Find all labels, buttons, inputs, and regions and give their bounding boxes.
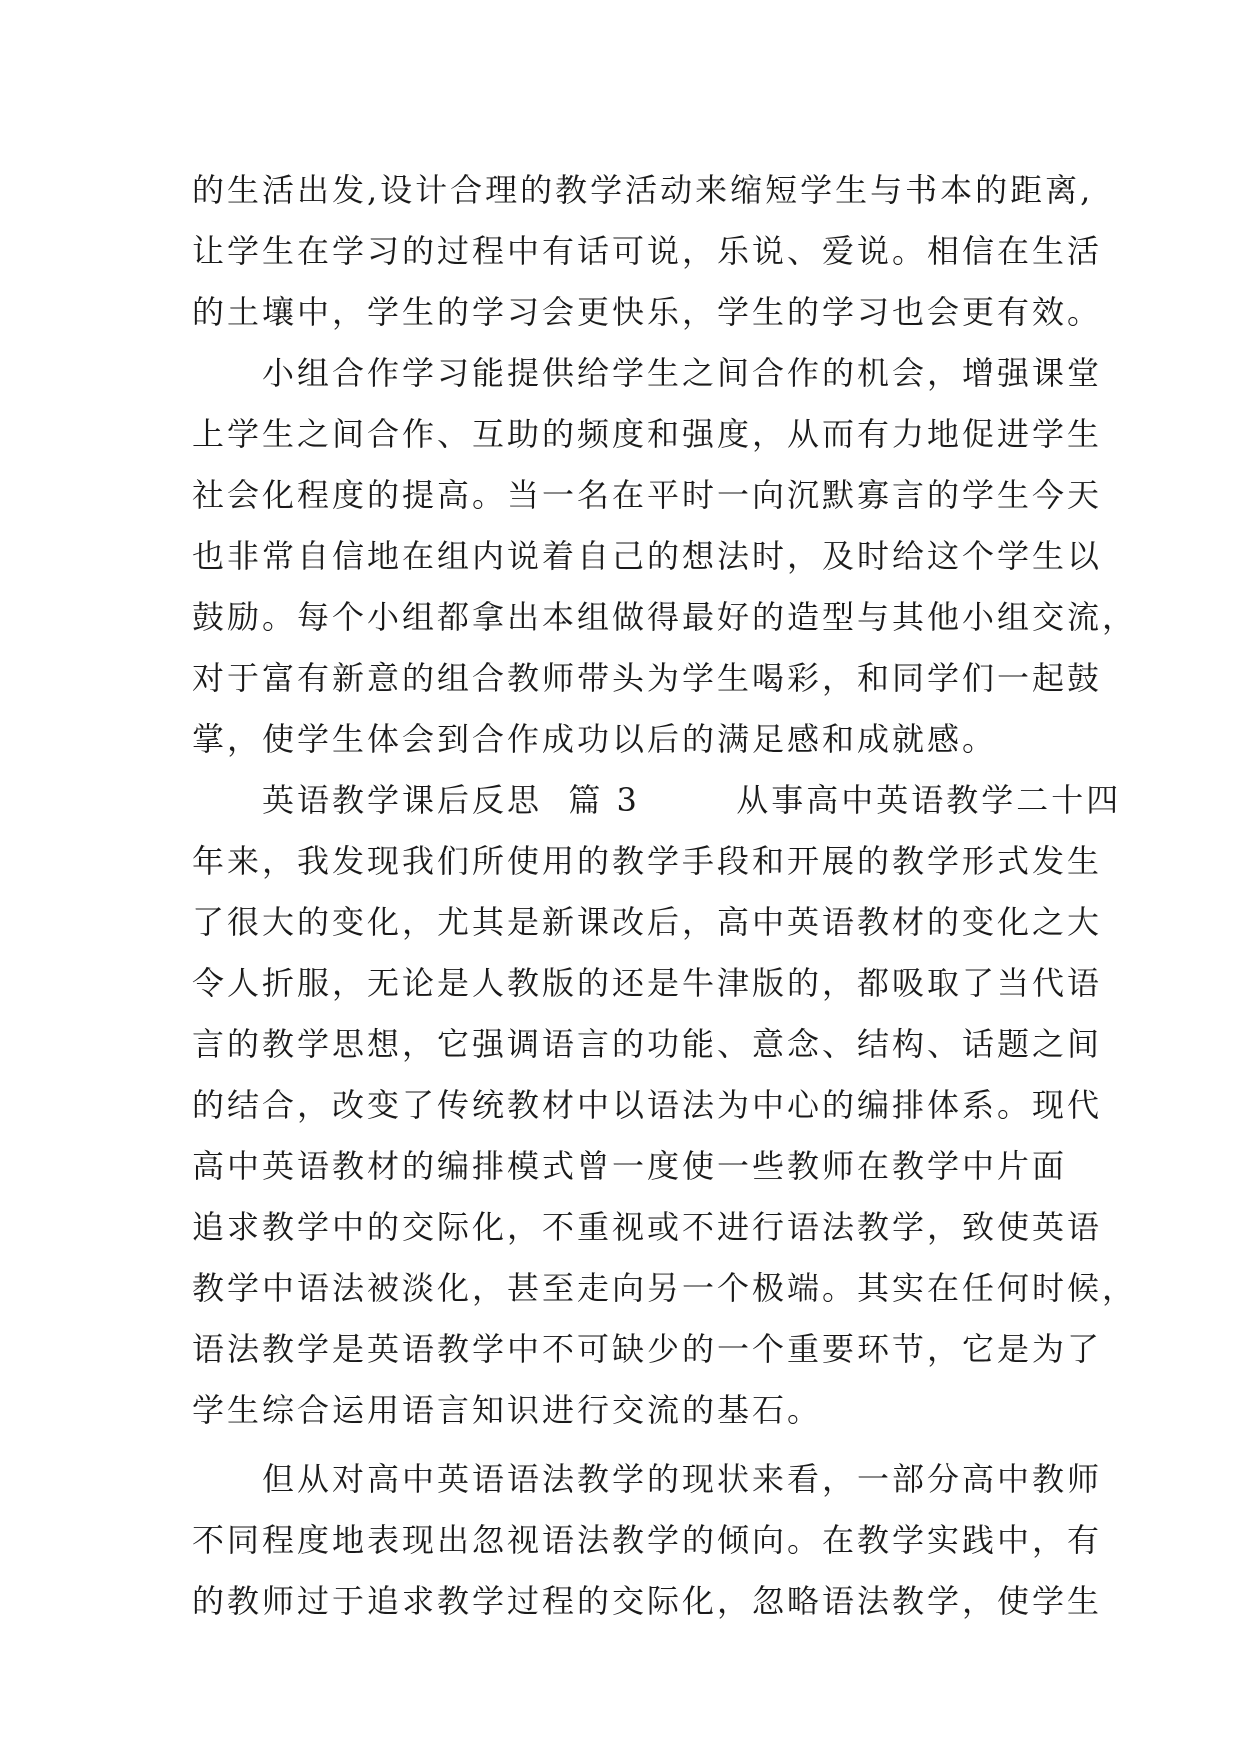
paragraph-2 [192, 343, 1138, 770]
text-line: 社会化程度的提高。当一名在平时一向沉默寡言的学生今天 [192, 476, 1103, 514]
paragraph-3 [192, 770, 1138, 1441]
text-line: 小组合作学习能提供给学生之间合作的机会，增强课堂 [192, 354, 1103, 392]
text-line: 了很大的变化，尤其是新课改后，高中英语教材的变化之大 [192, 903, 1103, 941]
text-line: 对于富有新意的组合教师带头为学生喝彩，和同学们一起鼓 [192, 659, 1103, 697]
text-line: 的结合，改变了传统教材中以语法为中心的编排体系。现代 [192, 1086, 1103, 1124]
text-line: 言的教学思想，它强调语言的功能、意念、结构、话题之间 [192, 1025, 1103, 1063]
text-line: 教学中语法被淡化，甚至走向另一个极端。其实在任何时候， [192, 1269, 1138, 1307]
document-body [192, 160, 1138, 1632]
text-line: 高中英语教材的编排模式曾一度使一些教师在教学中片面 [192, 1147, 1068, 1185]
text-line: 掌，使学生体会到合作成功以后的满足感和成就感。 [192, 720, 998, 758]
paragraph-4 [192, 1449, 1103, 1632]
text-line: 的生活出发,设计合理的教学活动来缩短学生与书本的距离, [192, 171, 1094, 209]
text-line: 不同程度地表现出忽视语法教学的倾向。在教学实践中，有 [192, 1521, 1103, 1559]
paragraph-spacer [192, 1441, 1072, 1449]
text-line: 令人折服，无论是人教版的还是牛津版的，都吸取了当代语 [192, 964, 1103, 1002]
text-line: 的土壤中，学生的学习会更快乐，学生的学习也会更有效。 [192, 293, 1103, 331]
text-line: 追求教学中的交际化，不重视或不进行语法教学，致使英语 [192, 1208, 1103, 1246]
text-line: 上学生之间合作、互助的频度和强度，从而有力地促进学生 [192, 415, 1103, 453]
text-line: 鼓励。每个小组都拿出本组做得最好的造型与其他小组交流， [192, 598, 1138, 636]
text-line: 学生综合运用语言知识进行交流的基石。 [192, 1391, 823, 1429]
paragraph-1 [192, 160, 1103, 343]
text-line: 但从对高中英语语法教学的现状来看，一部分高中教师 [192, 1460, 1103, 1498]
text-line: 也非常自信地在组内说着自己的想法时，及时给这个学生以 [192, 537, 1103, 575]
text-line: 语法教学是英语教学中不可缺少的一个重要环节，它是为了 [192, 1330, 1103, 1368]
text-line: 让学生在学习的过程中有话可说，乐说、爱说。相信在生活 [192, 232, 1103, 270]
text-line: 年来，我发现我们所使用的教学手段和开展的教学形式发生 [192, 842, 1103, 880]
text-line: 英语教学课后反思 篇 3 从事高中英语教学二十四 [192, 781, 1122, 819]
text-line: 的教师过于追求教学过程的交际化，忽略语法教学，使学生 [192, 1582, 1103, 1620]
